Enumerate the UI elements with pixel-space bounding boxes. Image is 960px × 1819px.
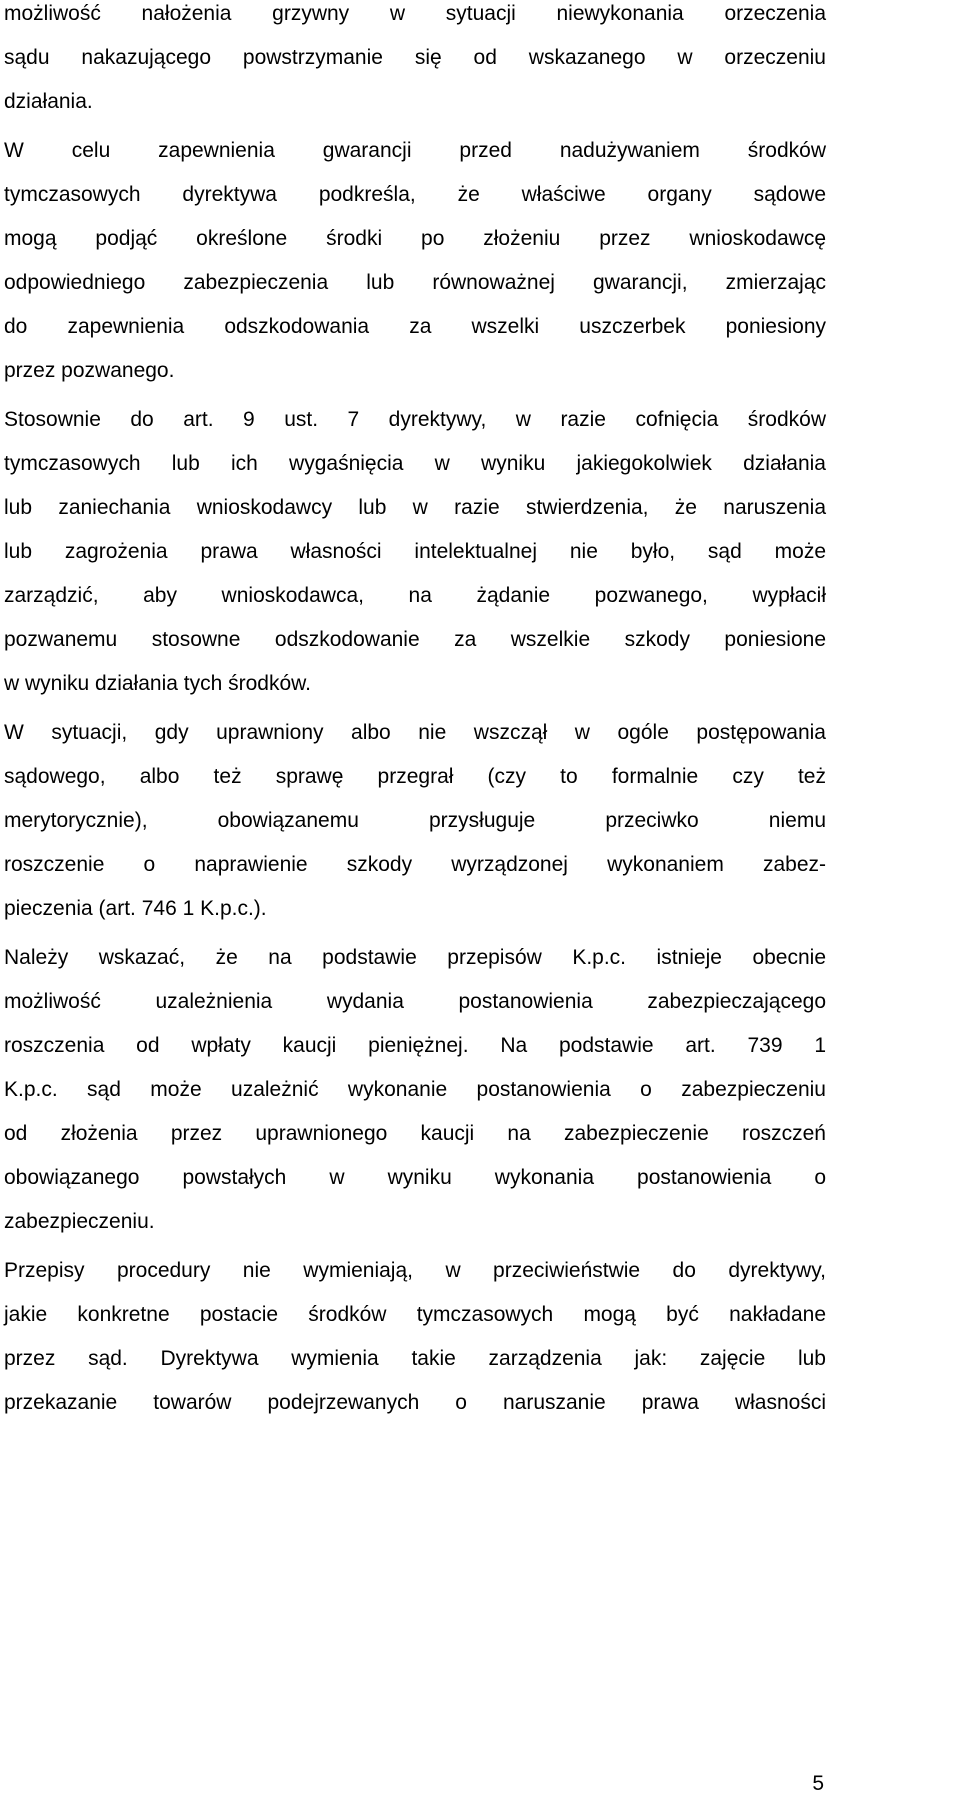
text-line: merytorycznie), obowiązanemu przysługuje przeciwko niemu [4, 809, 826, 832]
paragraph-5 [4, 936, 826, 1244]
text-line: mogą podjąć określone środki po złożeniu przez wnioskodawcę [4, 227, 826, 250]
document-body [4, 0, 826, 1430]
text-line: pozwanemu stosowne odszkodowanie za wszelkie szkody poniesione [4, 628, 826, 651]
text-line: lub zaniechania wnioskodawcy lub w razie stwierdzenia, że naruszenia [4, 496, 826, 519]
text-line: działania. [4, 90, 93, 113]
text-line: w wyniku działania tych środków. [4, 672, 311, 695]
paragraph-3 [4, 398, 826, 706]
text-line: W sytuacji, gdy uprawniony albo nie wszczął w ogóle postępowania [4, 721, 826, 744]
text-line: Należy wskazać, że na podstawie przepisów K.p.c. istnieje obecnie [4, 946, 826, 969]
text-line: przekazanie towarów podejrzewanych o naruszanie prawa własności [4, 1391, 826, 1414]
text-line: tymczasowych dyrektywa podkreśla, że właściwe organy sądowe [4, 183, 826, 206]
text-line: tymczasowych lub ich wygaśnięcia w wyniku jakiegokolwiek działania [4, 452, 826, 475]
text-line: odpowiedniego zabezpieczenia lub równoważnej gwarancji, zmierzając [4, 271, 826, 294]
text-line: lub zagrożenia prawa własności intelektualnej nie było, sąd może [4, 540, 826, 563]
text-line: przez pozwanego. [4, 359, 175, 382]
paragraph-1 [4, 0, 826, 124]
text-line: zarządzić, aby wnioskodawca, na żądanie pozwanego, wypłacił [4, 584, 826, 607]
text-line: sądu nakazującego powstrzymanie się od wskazanego w orzeczeniu [4, 46, 826, 69]
text-line: do zapewnienia odszkodowania za wszelki uszczerbek poniesiony [4, 315, 826, 338]
text-line: możliwość uzależnienia wydania postanowienia zabezpieczającego [4, 990, 826, 1013]
page-number: 5 [812, 1772, 824, 1795]
paragraph-6 [4, 1249, 826, 1425]
text-line: W celu zapewnienia gwarancji przed nadużywaniem środków [4, 139, 826, 162]
text-line: przez sąd. Dyrektywa wymienia takie zarządzenia jak: zajęcie lub [4, 1347, 826, 1370]
text-line: możliwość nałożenia grzywny w sytuacji niewykonania orzeczenia [4, 2, 826, 25]
text-line: Przepisy procedury nie wymieniają, w przeciwieństwie do dyrektywy, [4, 1259, 826, 1282]
paragraph-2 [4, 129, 826, 393]
text-line: roszczenie o naprawienie szkody wyrządzonej wykonaniem zabez- [4, 853, 826, 876]
text-line: sądowego, albo też sprawę przegrał (czy to formalnie czy też [4, 765, 826, 788]
text-line: roszczenia od wpłaty kaucji pieniężnej. Na podstawie art. 739 1 [4, 1034, 826, 1057]
text-line: zabezpieczeniu. [4, 1210, 155, 1233]
text-line: Stosownie do art. 9 ust. 7 dyrektywy, w razie cofnięcia środków [4, 408, 826, 431]
text-line: jakie konkretne postacie środków tymczasowych mogą być nakładane [4, 1303, 826, 1326]
text-line: pieczenia (art. 746 1 K.p.c.). [4, 897, 267, 920]
text-line: od złożenia przez uprawnionego kaucji na zabezpieczenie roszczeń [4, 1122, 826, 1145]
text-line: obowiązanego powstałych w wyniku wykonania postanowienia o [4, 1166, 826, 1189]
paragraph-4 [4, 711, 826, 931]
text-line: K.p.c. sąd może uzależnić wykonanie postanowienia o zabezpieczeniu [4, 1078, 826, 1101]
